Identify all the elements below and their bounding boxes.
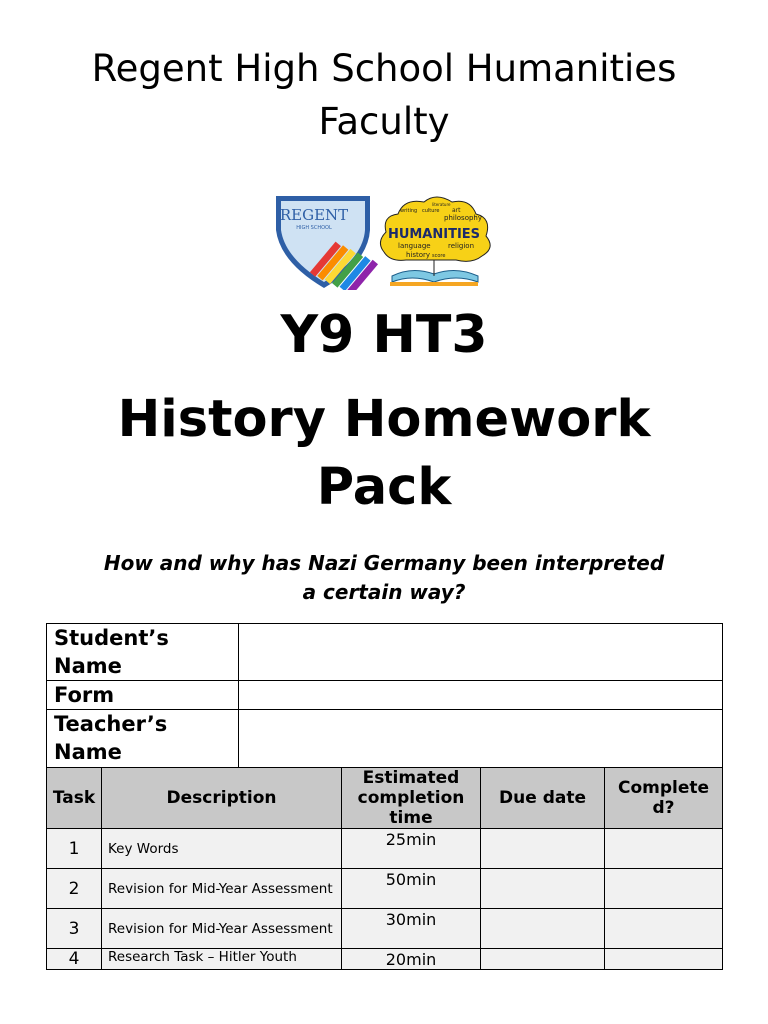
due-date-header: Due date xyxy=(481,768,605,829)
task-number: 1 xyxy=(47,829,102,869)
completed-cell[interactable] xyxy=(605,949,723,970)
description-header: Description xyxy=(102,768,342,829)
form-row xyxy=(47,681,723,710)
task-time: 50min xyxy=(342,869,481,909)
document-title xyxy=(0,42,768,148)
enquiry-question xyxy=(40,549,728,607)
year-term-heading: Y9 HT3 xyxy=(280,305,488,365)
table-header-row xyxy=(47,768,723,829)
svg-text:HUMANITIES: HUMANITIES xyxy=(387,227,481,242)
task-description: Research Task – Hitler Youth xyxy=(102,949,342,970)
svg-text:literature: literature xyxy=(432,202,451,207)
svg-text:HIGH SCHOOL: HIGH SCHOOL xyxy=(296,225,332,231)
svg-text:history: history xyxy=(406,251,431,259)
task-description: Revision for Mid-Year Assessment xyxy=(102,909,342,949)
task-header: Task xyxy=(47,768,102,829)
svg-text:REGENT: REGENT xyxy=(279,206,349,224)
subject-heading xyxy=(0,386,768,522)
question-line-2: a certain way? xyxy=(302,580,466,604)
svg-text:art: art xyxy=(452,207,461,214)
logo-group xyxy=(272,190,502,290)
svg-text:culture: culture xyxy=(422,208,440,214)
due-date-cell[interactable] xyxy=(481,949,605,970)
task-description: Key Words xyxy=(102,829,342,869)
logos-image xyxy=(272,190,502,290)
svg-text:philosophy: philosophy xyxy=(444,214,483,222)
subject-line-2: Pack xyxy=(316,458,452,517)
svg-text:religion: religion xyxy=(448,242,475,250)
task-description: Revision for Mid-Year Assessment xyxy=(102,869,342,909)
table-row xyxy=(47,829,723,869)
table-row xyxy=(47,869,723,909)
title-line-2: Faculty xyxy=(318,100,450,143)
task-time: 25min xyxy=(342,829,481,869)
teacher-name-row xyxy=(47,710,723,768)
task-time: 20min xyxy=(342,949,481,970)
table-row xyxy=(47,949,723,970)
title-line-1: Regent High School Humanities xyxy=(91,47,677,90)
form-field[interactable] xyxy=(239,681,723,710)
student-name-field[interactable] xyxy=(239,624,723,681)
completed-cell[interactable] xyxy=(605,909,723,949)
student-name-row xyxy=(47,624,723,681)
completed-cell[interactable] xyxy=(605,829,723,869)
teacher-name-label: Teacher’s Name xyxy=(47,710,239,768)
svg-text:writing: writing xyxy=(400,208,418,214)
task-time: 30min xyxy=(342,909,481,949)
teacher-name-field[interactable] xyxy=(239,710,723,768)
task-number: 4 xyxy=(47,949,102,970)
table-row xyxy=(47,909,723,949)
due-date-cell[interactable] xyxy=(481,869,605,909)
svg-text:language: language xyxy=(398,242,431,250)
task-number: 3 xyxy=(47,909,102,949)
question-line-1: How and why has Nazi Germany been interpreted xyxy=(103,551,665,575)
student-name-label: Student’s Name xyxy=(47,624,239,681)
due-date-cell[interactable] xyxy=(481,909,605,949)
regent-shield-logo xyxy=(276,196,378,290)
form-label: Form xyxy=(47,681,239,710)
completed-cell[interactable] xyxy=(605,869,723,909)
subject-line-1: History Homework xyxy=(117,390,651,449)
due-date-cell[interactable] xyxy=(481,829,605,869)
completed-header: Completed? xyxy=(605,768,723,829)
time-header: Estimated completion time xyxy=(342,768,481,829)
humanities-cloud-logo xyxy=(380,197,490,286)
homework-table xyxy=(46,623,723,970)
task-number: 2 xyxy=(47,869,102,909)
svg-text:score: score xyxy=(432,253,446,259)
